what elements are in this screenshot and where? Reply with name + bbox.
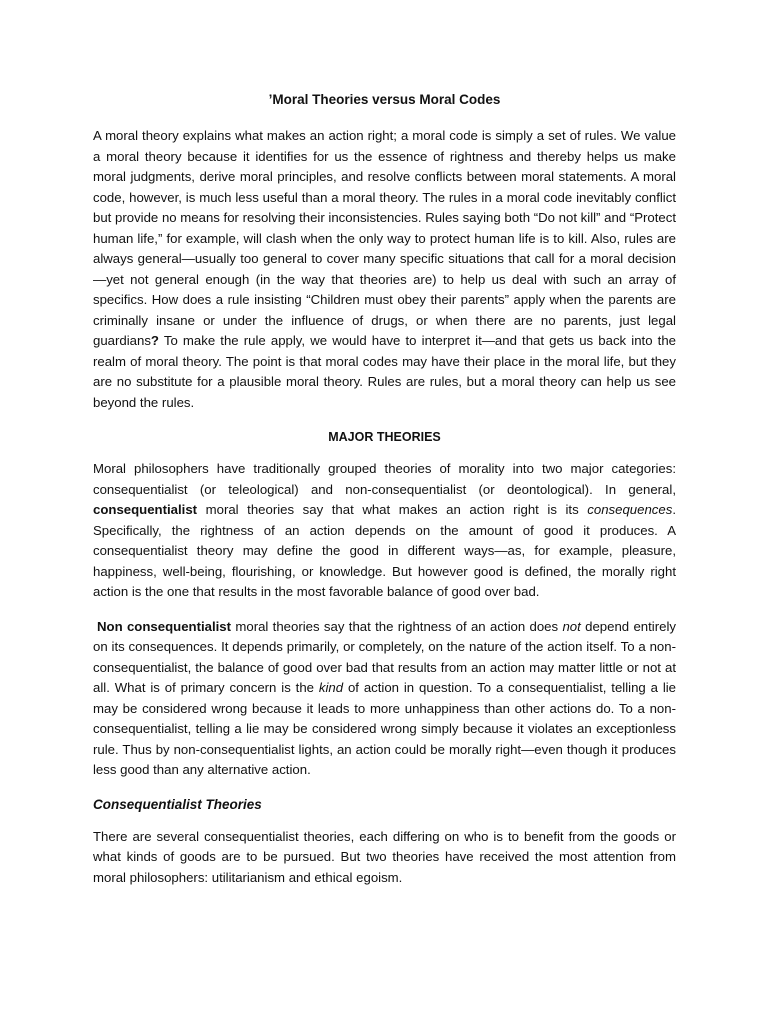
- document-title: ’Moral Theories versus Moral Codes: [268, 92, 501, 107]
- paragraph-consequentialist-theories: There are several consequentialist theories, each differing on who is to benefit from the goods or what kinds of goods are to be pursued. But two theories have received the most attention from moral philosophers: utilitarianism and ethical egoism.: [93, 828, 676, 885]
- subheading-consequentialist-theories: Consequentialist Theories: [93, 796, 262, 812]
- paragraph-non-consequentialist: [93, 617, 676, 781]
- paragraph-text: Moral philosophers have traditionally grouped theories of morality into two major categories: consequentialist (or teleological) and non-consequentialist (or deontological). In general,: [93, 461, 676, 497]
- paragraph-moral-theory-vs-code: [93, 126, 676, 413]
- paragraph-text: A moral theory explains what makes an action right; a moral code is simply a set of rules. We value a moral theory because it identifies for us the essence of rightness and thereby helps us make moral judgments, derive moral principles, and resolve conflicts between moral statements. A moral code, however, is much less useful than a moral theory. The rules in a moral code inevitably conflict but provide no means for resolving their inconsistencies. Rules saying both “Do not kill” and “Protect human life,” for example, will clash when the only way to protect human life is to kill. Also, rules are always general—usually too general to cover many specific situations that call for a moral decision—yet not general enough (in the way that theories are) to help us deal with such an array of specifics. How does a rule insisting “Children must obey their parents” apply when the parents are criminally insane or under the influence of drugs, or when there are no parents, just legal guardians: [93, 128, 676, 348]
- term-kind: kind: [318, 680, 344, 695]
- term-consequences: consequences: [587, 502, 673, 517]
- paragraph-text: moral theories say that what makes an action right is its: [197, 502, 588, 517]
- section-heading-major-theories: MAJOR THEORIES: [328, 430, 441, 444]
- paragraph-text: depend entirely on its consequences. It depends primarily, or completely, on the nature of the action itself. To a non-consequentialist, the balance of good over bad that results from an action may matter little or not at all. What is of primary concern is the: [93, 618, 676, 695]
- term-consequentialist: consequentialist: [93, 502, 198, 517]
- paragraph-text: . Specifically, the rightness of an action depends on the amount of good it produces. A consequentialist theory may define the good in different ways—as, for example, pleasure, happiness, well-being, flourishing, or knowledge. But however good is defined, the morally right action is the one that results in the most favorable balance of good over bad.: [93, 502, 676, 599]
- term-not: not: [562, 618, 581, 634]
- paragraph-text: of action in question. To a consequentialist, telling a lie may be considered wrong because it leads to more unhappiness than other actions do. To a non-consequentialist, telling a lie may be considered wrong simply because it violates an exceptionless rule. Thus by non-consequentialist lights, an action could be morally right—even though it produces less good than any alternative action.: [93, 680, 677, 777]
- paragraph-text: moral theories say that the rightness of an action does: [231, 618, 563, 634]
- term-non-consequentialist: Non consequentialist: [97, 618, 232, 634]
- paragraph-consequentialist-intro: [93, 459, 676, 603]
- question-mark-bold: ?: [150, 333, 159, 348]
- paragraph-text-continued: To make the rule apply, we would have to interpret it—and that gets us back into the realm of moral theory. The point is that moral codes may have their place in the moral life, but they are no substitute for a plausible moral theory. Rules are rules, but a moral theory can help us see beyond the rules.: [93, 333, 676, 410]
